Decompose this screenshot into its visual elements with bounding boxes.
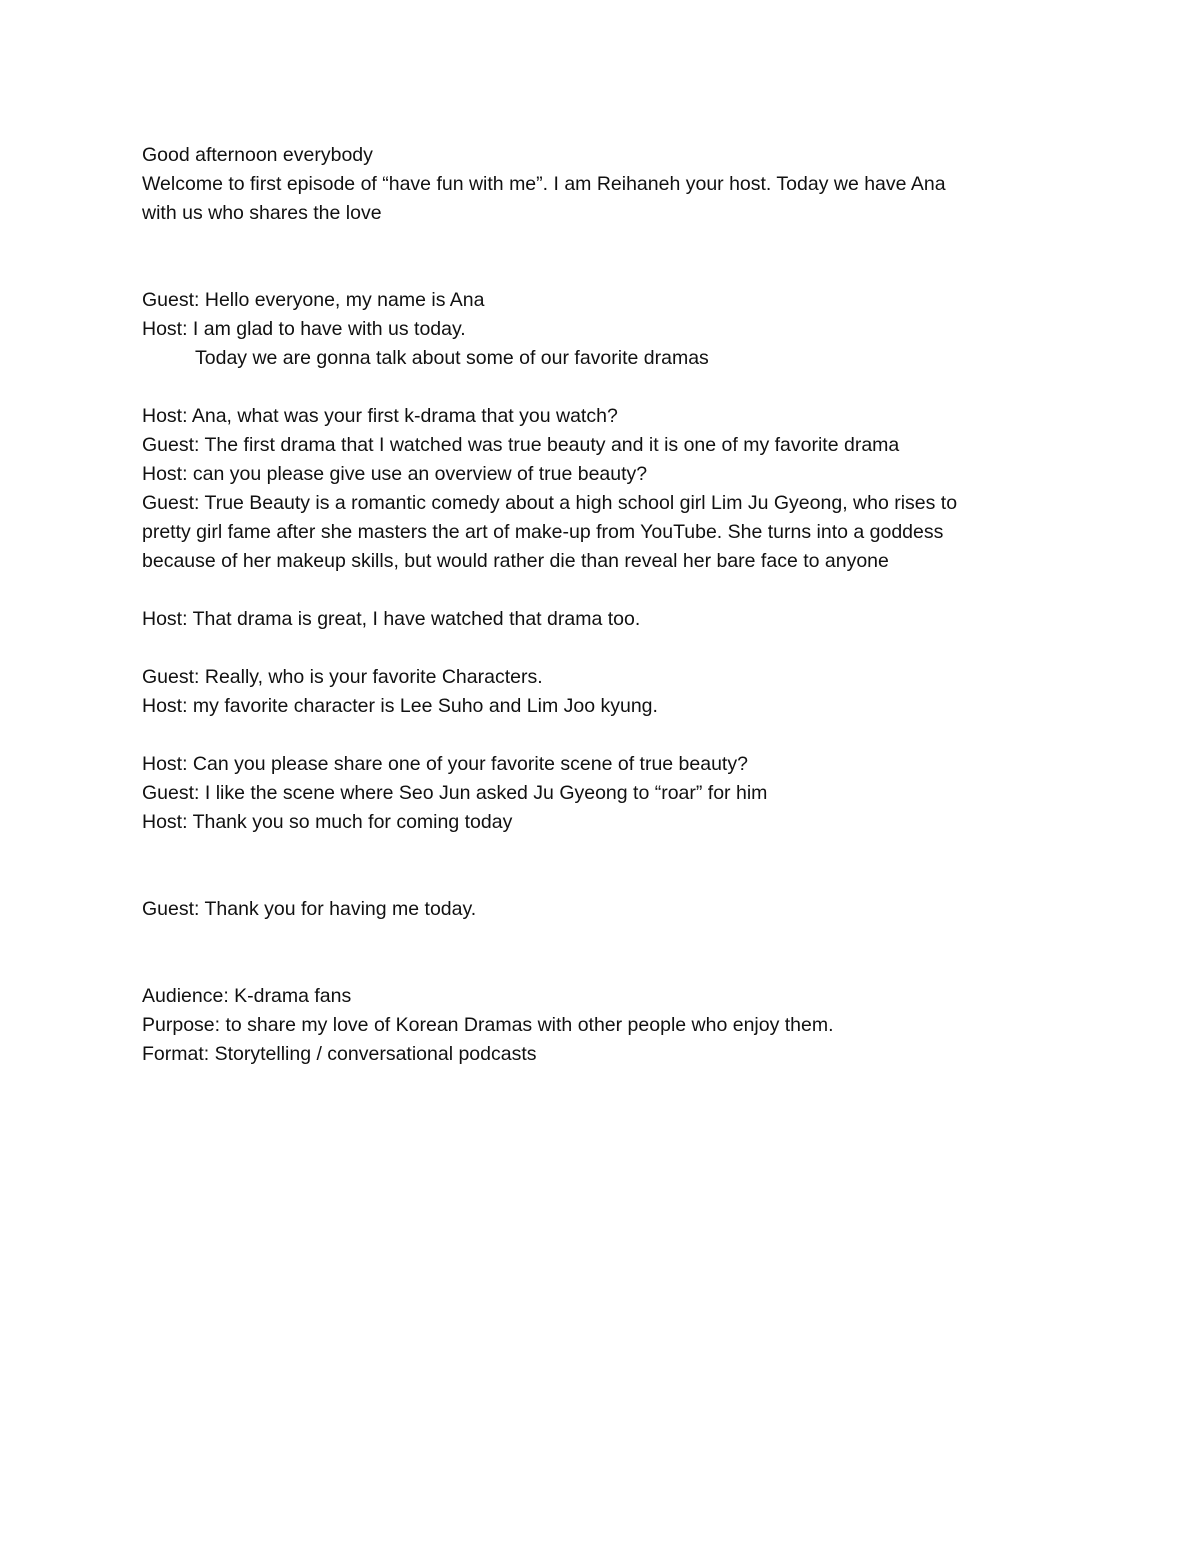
dialogue-line: Guest: The first drama that I watched was true beauty and it is one of my favorite drama <box>142 434 900 456</box>
blank-line <box>142 634 1062 663</box>
dialogue-line: Guest: Thank you for having me today. <box>142 898 477 920</box>
blank-line <box>142 228 1062 257</box>
purpose-line: Purpose: to share my love of Korean Dramas with other people who enjoy them. <box>142 1014 834 1036</box>
dialogue-line: Host: That drama is great, I have watched that drama too. <box>142 608 641 630</box>
blank-line <box>142 953 1062 982</box>
dialogue-line-continued: pretty girl fame after she masters the art of make-up from YouTube. She turns into a goddess <box>142 521 944 543</box>
dialogue-line: Host: Can you please share one of your favorite scene of true beauty? <box>142 753 748 775</box>
welcome-line-continued: with us who shares the love <box>142 202 382 224</box>
dialogue-line: Host: Ana, what was your first k-drama that you watch? <box>142 405 618 427</box>
dialogue-line: Guest: Hello everyone, my name is Ana <box>142 289 485 311</box>
blank-line <box>142 721 1062 750</box>
blank-line <box>142 866 1062 895</box>
dialogue-line: Guest: Really, who is your favorite Characters. <box>142 666 543 688</box>
audience-line: Audience: K-drama fans <box>142 985 352 1007</box>
dialogue-line: Host: I am glad to have with us today. <box>142 318 466 340</box>
welcome-line: Welcome to first episode of “have fun with me”. I am Reihaneh your host. Today we have Ana <box>142 173 946 195</box>
greeting-line: Good afternoon everybody <box>142 144 373 166</box>
blank-line <box>142 924 1062 953</box>
blank-line <box>142 837 1062 866</box>
dialogue-line-indented: Today we are gonna talk about some of our favorite dramas <box>195 347 709 369</box>
document-body <box>142 141 1062 1069</box>
format-line: Format: Storytelling / conversational podcasts <box>142 1043 537 1065</box>
dialogue-line: Host: my favorite character is Lee Suho and Lim Joo kyung. <box>142 695 658 717</box>
blank-line <box>142 576 1062 605</box>
dialogue-line: Guest: I like the scene where Seo Jun asked Ju Gyeong to “roar” for him <box>142 782 768 804</box>
blank-line <box>142 257 1062 286</box>
blank-line <box>142 373 1062 402</box>
dialogue-line: Host: Thank you so much for coming today <box>142 811 513 833</box>
dialogue-line-continued: because of her makeup skills, but would rather die than reveal her bare face to anyone <box>142 550 889 572</box>
dialogue-line: Host: can you please give use an overview of true beauty? <box>142 463 648 485</box>
dialogue-line: Guest: True Beauty is a romantic comedy about a high school girl Lim Ju Gyeong, who rises to <box>142 492 958 514</box>
